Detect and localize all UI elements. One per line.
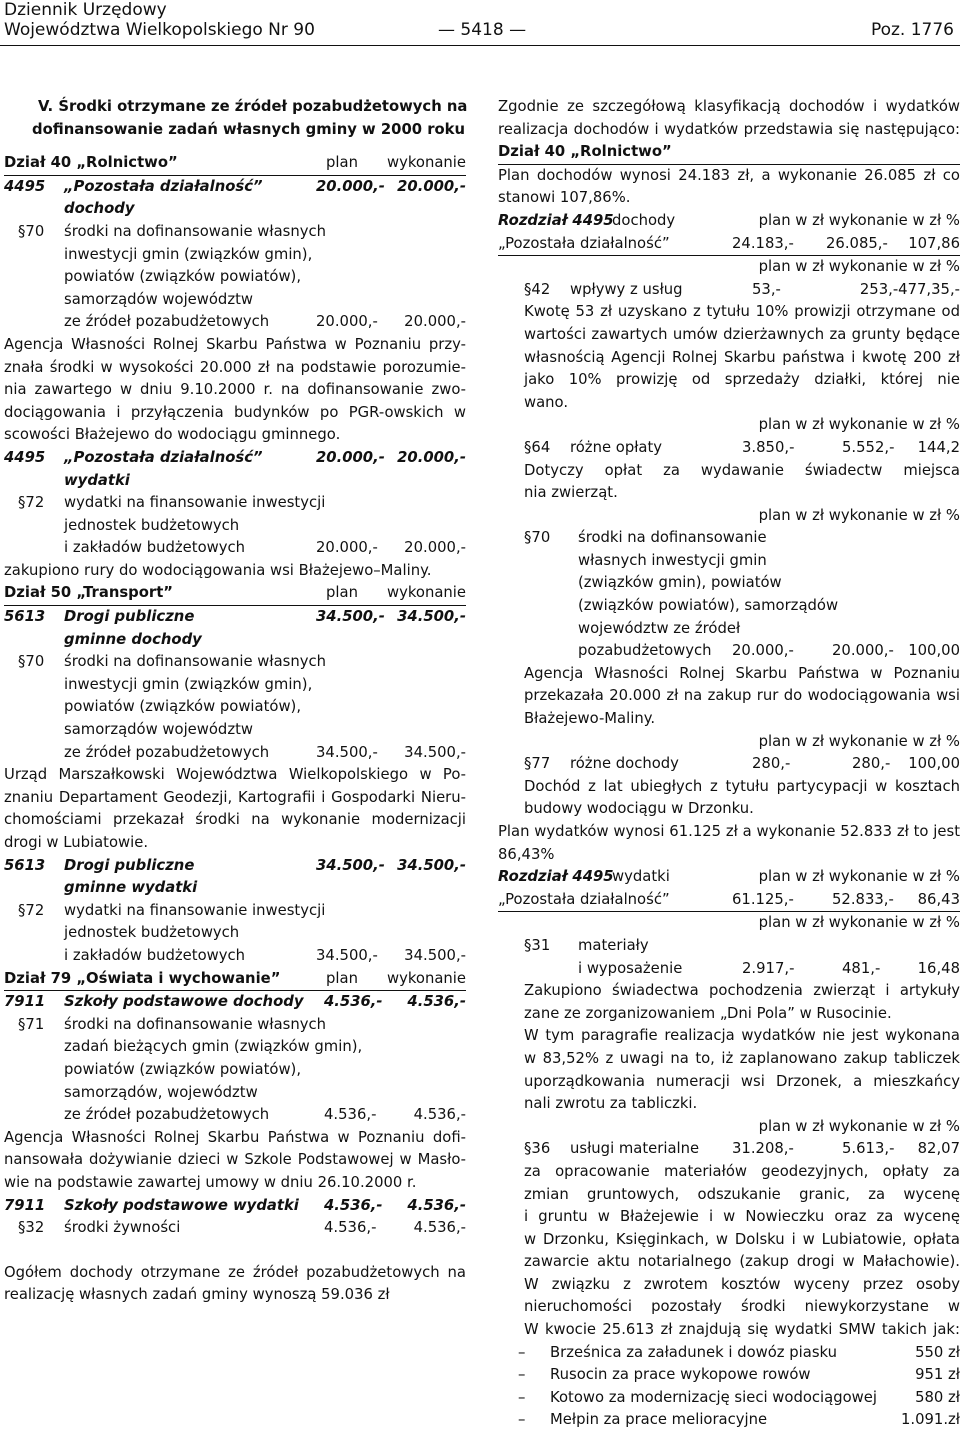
dzial-40-heading: Dział 40 „Rolnictwo” <box>498 141 960 165</box>
rozdzial-row: 4495 „Pozostała działalność” 20.000,- 20.000,- <box>4 177 466 195</box>
list-item: – Kotowo za modernizację sieci wodociągowej 580 zł <box>518 1388 960 1406</box>
dzial-50-heading: Dział 50 „Transport” plan wykonanie <box>4 582 466 606</box>
list-item: – Mełpin za prace melioracyjne 1.091.zł <box>518 1411 960 1429</box>
header-rule <box>0 45 960 46</box>
section-title: V. Środki otrzymane ze źródeł pozabudżetowych na <box>38 98 468 115</box>
right-column: Zgodnie ze szczegółową klasyfikacją dochodów i wydatków realizacja dochodów i wydatków przedstawia się następująco: Dział 40 „Rolnictwo” Plan dochodów wynosi 24.183 zł, a wykonanie 26.085 zł co stanowi 107,86%. Rozdział 4495 dochody plan w zł wykonanie w zł % „Pozostała działalność” 24.183,- 26.085,- 107,86 plan w zł wykonanie w zł % §42 wpływy z usług 53,- 253,-477,35,- Kwotę 53 zł uzyskano z tytułu 10% prowizji otrzymane od wartości zawartych umów dzierżawnych za grunty będące własnością Agencji Rolnej Skarbu państwa i kwotę 200 zł jako 10% prowizję od sprzedaży działki, której nie wano. plan w zł wykonanie w zł % §64 różne opłaty 3.850,- 5.552,- 144,2 Dotyczy opłat za wydawanie świadectw miejsca nia zwierząt. plan w zł wykonanie w zł % §70 środki na dofinansowanie własnych inwestycji gmin (związków gmin), powiatów (związków powiatów), samorządów województw ze źródeł pozabudżetowych 20.000,- 20.000,- 100,00 Agencja Własności Rolnej Skarbu Państwa w Poznaniu przekazała 20.000 zł na zakup rur do wodociągowania wsi Błażejewo-Maliny. plan w zł wykonanie w zł % §77 różne dochody 280,- 280,- 100,00 Dochód z lat ubiegłych z tytułu partycypacji w kosztach budowy wodociągu w Drzonku. Plan wydatków wynosi 61.125 zł a wykonanie 52.833 zł to jest 86,43% Rozdział 4495 wydatki plan w zł wykonanie w zł % „Pozostała działalność” 61.125,- 52.833,- 86,43 plan w zł wykonanie w zł % §31 materiały i wyposażenie 2.917,- 481,- 16,48 Zakupiono świadectwa pochodzenia zwierząt i artykuły zane ze zorganizowaniem „Dni Pola” w Rusocinie. W tym paragrafie realizacja wydatków nie jest wykonana w 83,52% z uwagi na to, iż zaplanowano zakup tabliczek uporządkowania numeracji wsi Drzonek, a mieszkańcy nali zwrotu za tabliczki. plan w zł wykonanie w zł % §36 usługi materialne 31.208,- 5.613,- 82,07 za opracowanie materiałów geodezyjnych, opłaty za zmian gruntowych, odszukanie granic, za wycenę i gruntu w Błażejewie i w Nowieczku oraz za wycenę w Drzonku, Księginkach, w Dolsku i w Lubiatowie, opłata zawarcie aktu notarialnego (zakup drogi w Małachowie). W związku z zwrotem kosztów wyceny przez osoby nieruchomości pozostały środki niewykorzystane w W kwocie 25.613 zł znajdują się wydatki SMW takich jak: – Brześnica za załadunek i dowóz piasku 550 zł – Rusocin za prace wykopowe rowów 951 zł – Kotowo za modernizację sieci wodociągowej 580 zł – Mełpin za prace melioracyjne 1.091.zł <box>498 96 960 1432</box>
summary-text: Ogółem dochody otrzymane ze źródeł pozabudżetowych na <box>4 1263 466 1281</box>
section-title: dofinansowanie zadań własnych gminy w 2000 roku <box>32 120 466 138</box>
left-column: V. Środki otrzymane ze źródeł pozabudżetowych na dofinansowanie zadań własnych gminy w 2000 roku Dział 40 „Rolnictwo” plan wykonanie 4495 „Pozostała działalność” 20.000,- 20.000,- dochody §70 środki na dofinansowanie własnych inwestycji gmin (związków gmin), powiatów (związków powiatów), samorządów województw ze źródeł pozabudżetowych 20.000,- 20.000,- Agencja Własności Rolnej Skarbu Państwa w Poznaniu przy- znała środki w wysokości 20.000 zł na podstawie porozumie- nia zawartego w dniu 9.10.2000 r. na dofinansowanie zwo- dociągowania i przyłączenia budynków po PGR-owskich w scowości Błażejewo do wodociągu gminnego. 4495 „Pozostała działalność” 20.000,- 20.000,- wydatki §72 wydatki na finansowanie inwestycji jednostek budżetowych i zakładów budżetowych 20.000,- 20.000,- zakupiono rury do wodociągowania wsi Błażejewo–Maliny. Dział 50 „Transport” plan wykonanie 5613 Drogi publiczne 34.500,- 34.500,- gminne dochody §70 środki na dofinansowanie własnych inwestycji gmin (związków gmin), powiatów (związków powiatów), samorządów województw ze źródeł pozabudżetowych 34.500,- 34.500,- Urząd Marszałkowski Województwa Wielkopolskiego w Po- znaniu Departament Geodezji, Kartografii i Gospodarki Nieru- chomościami przekazał środki na wykonanie modernizacji drogi w Lubiatowie. 5613 Drogi publiczne 34.500,- 34.500,- gminne wydatki §72 wydatki na finansowanie inwestycji jednostek budżetowych i zakładów budżetowych 34.500,- 34.500,- Dział 79 „Oświata i wychowanie” plan wykonanie 7911 Szkoły podstawowe dochody 4.536,- 4.536,- §71 środki na dofinansowanie własnych zadań bieżących gmin (związków gmin), powiatów (związków powiatów), samorządów, województw ze źródeł pozabudżetowych 4.536,- 4.536,- Agencja Własności Rolnej Skarbu Państwa w Poznaniu dofi- nansowała dożywianie dzieci w Szkole Podstawowej w Masło- wie na podstawie zawartej umowy w dniu 26.10.2000 r. 7911 Szkoły podstawowe wydatki 4.536,- 4.536,- §32 środki żywności 4.536,- 4.536,- Ogółem dochody otrzymane ze źródeł pozabudżetowych na realizację własnych zadań gminy wynoszą 59.036 zł <box>4 96 466 1307</box>
paragraph-row: §70 środki na dofinansowanie własnych <box>18 222 326 240</box>
page-number: — 5418 — <box>438 20 527 40</box>
summary-text: realizację własnych zadań gminy wynoszą 59.036 zł <box>4 1286 390 1304</box>
list-item: – Brześnica za załadunek i dowóz piasku 550 zł <box>518 1343 960 1361</box>
page-header <box>0 0 960 50</box>
rozdzial-row: 4495 „Pozostała działalność” 20.000,- 20.000,- <box>4 448 466 466</box>
list-item: – Rusocin za prace wykopowe rowów 951 zł <box>518 1366 960 1384</box>
dzial-40-heading: Dział 40 „Rolnictwo” plan wykonanie <box>4 152 466 176</box>
dzial-79-heading: Dział 79 „Oświata i wychowanie” plan wykonanie <box>4 968 466 992</box>
journal-title: Dziennik Urzędowy Województwa Wielkopolskiego Nr 90 <box>4 0 315 40</box>
position-number: Poz. 1776 <box>870 20 954 40</box>
